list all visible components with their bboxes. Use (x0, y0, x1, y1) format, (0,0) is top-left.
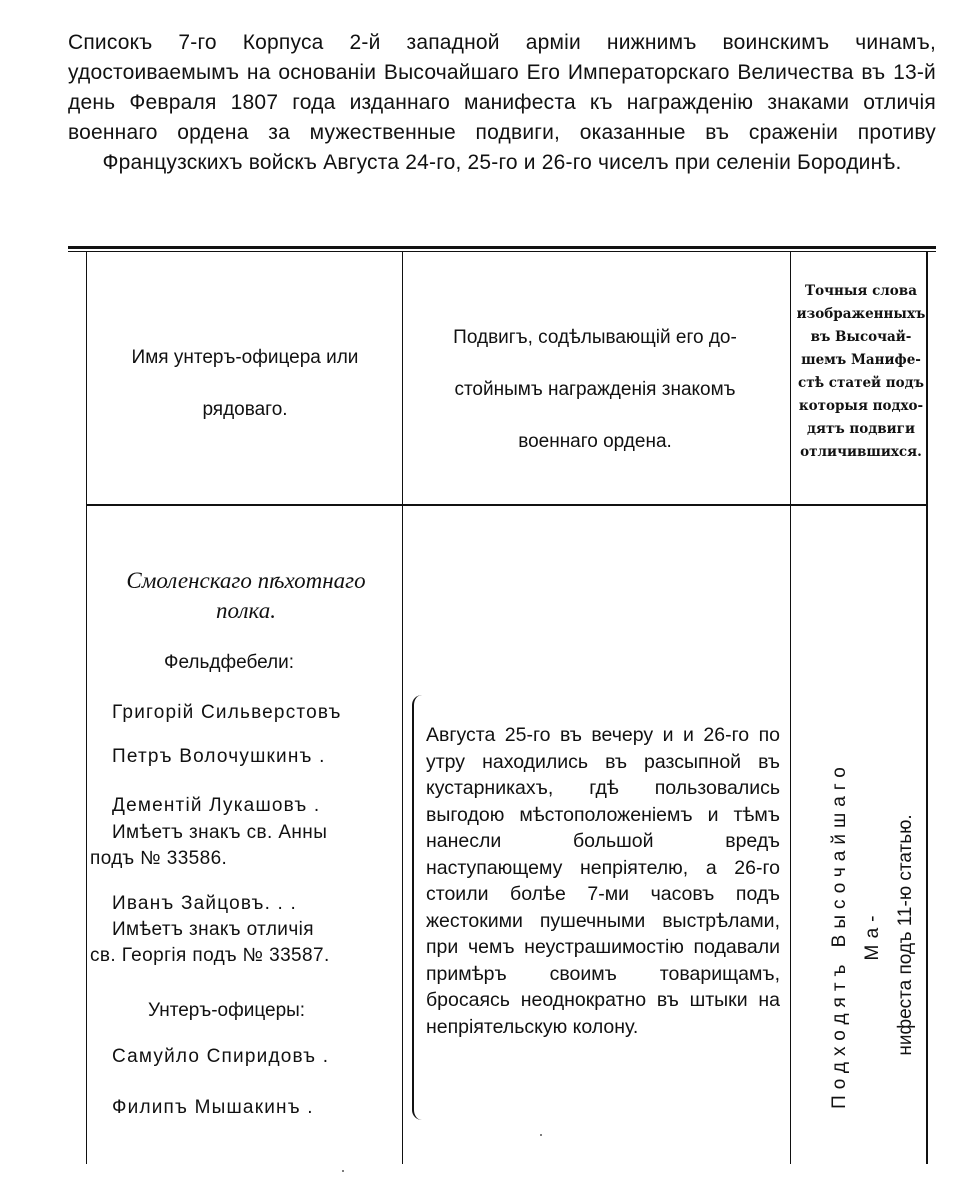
header-name-line: рядоваго. (202, 399, 288, 420)
soldier-note: Имѣетъ знакъ отличія (112, 919, 314, 940)
header-words-line: стѣ статей подъ (797, 375, 924, 391)
header-deed-line: Подвигъ, содѣлывающій его до- (453, 327, 737, 348)
header-words-line: шемъ Манифе- (801, 352, 921, 368)
header-words-line: дятъ подвиги (807, 421, 915, 437)
soldier-name: Самуйло Спиридовъ . (112, 1046, 330, 1067)
soldier-name: Иванъ Зайцовъ. . . (112, 893, 297, 914)
section-sergeants: Фельдфебели: (164, 652, 295, 673)
document-title: Списокъ 7-го Корпуса 2-й западной арміи нижнимъ воинскимъ чинамъ, удостоиваемымъ на основаніи Высочайшаго Его Императорскаго Величества въ 13-й день Февраля 1807 года изданнаго манифеста къ награжденію знаками отличія военнаго ордена за мужественные подвиги, оказанные въ сраженіи противу Французскихъ войскъ Августа 24-го, 25-го и 26-го чиселъ при селеніи Бородинѣ. (68, 31, 936, 174)
header-words-line: отличившихся. (800, 444, 922, 460)
deed-description: Августа 25-го въ вечеру и и 26-го по утру находились въ разсыпной въ кустарникахъ, гдѣ пользовались выгодою мѣстоположеніемъ и тѣмъ нанесли большой вредъ наступающему непріятелю, а 26-го стоили болѣе 7-ми часовъ подъ жестокими пушечными выстрѣлами, при чемъ неустрашимостію подавали примѣръ своимъ товарищамъ, бросаясь неоднократно въ штыки на непріятельскую колону. (426, 724, 780, 1038)
print-speck (540, 1134, 542, 1136)
header-words-line: которыя подхо- (798, 398, 924, 414)
regiment-line: полка. (216, 598, 276, 623)
regiment-heading (96, 566, 396, 626)
print-speck (342, 1170, 344, 1172)
header-words-line: въ Высочай- (810, 329, 912, 345)
header-words-line: изображенныхъ (796, 306, 926, 322)
soldier-name: Петръ Волочушкинъ . (112, 746, 326, 767)
header-name-line: Имя унтеръ-офицера или (131, 347, 359, 368)
table-top-rule (68, 246, 936, 249)
header-deed-line: военнаго ордена. (518, 431, 672, 452)
header-deed-column (410, 312, 780, 468)
column-line-left (86, 252, 87, 1164)
column-line-right (926, 252, 928, 1164)
grouping-brace (412, 695, 424, 1120)
soldier-name: Филипъ Мышакинъ . (112, 1097, 314, 1118)
column-line-2 (790, 252, 791, 1164)
header-divider (86, 504, 928, 506)
header-words-line: Точныя слова (805, 283, 917, 299)
soldier-name: Дементій Лукашовъ . (112, 795, 321, 816)
manifest-reference (823, 745, 916, 1125)
regiment-line: Смоленскаго пѣхотнаго (126, 568, 366, 593)
column-line-1 (402, 252, 403, 1164)
header-words-column (796, 280, 926, 464)
table-top-rule-thin (68, 251, 936, 252)
section-nco: Унтеръ-офицеры: (148, 1000, 306, 1021)
soldier-note: св. Георгія подъ № 33587. (90, 945, 330, 966)
header-name-column (92, 332, 398, 436)
manifest-line: нифеста подъ 11-ю статью. (895, 814, 916, 1056)
soldier-note: подъ № 33586. (90, 848, 228, 869)
soldier-note: Имѣетъ знакъ св. Анны (112, 822, 328, 843)
manifest-line: Подходятъ Высочайшаго Ма- (829, 761, 883, 1109)
soldier-name: Григорій Сильверстовъ (112, 702, 342, 723)
header-deed-line: стойнымъ награжденія знакомъ (454, 379, 736, 400)
